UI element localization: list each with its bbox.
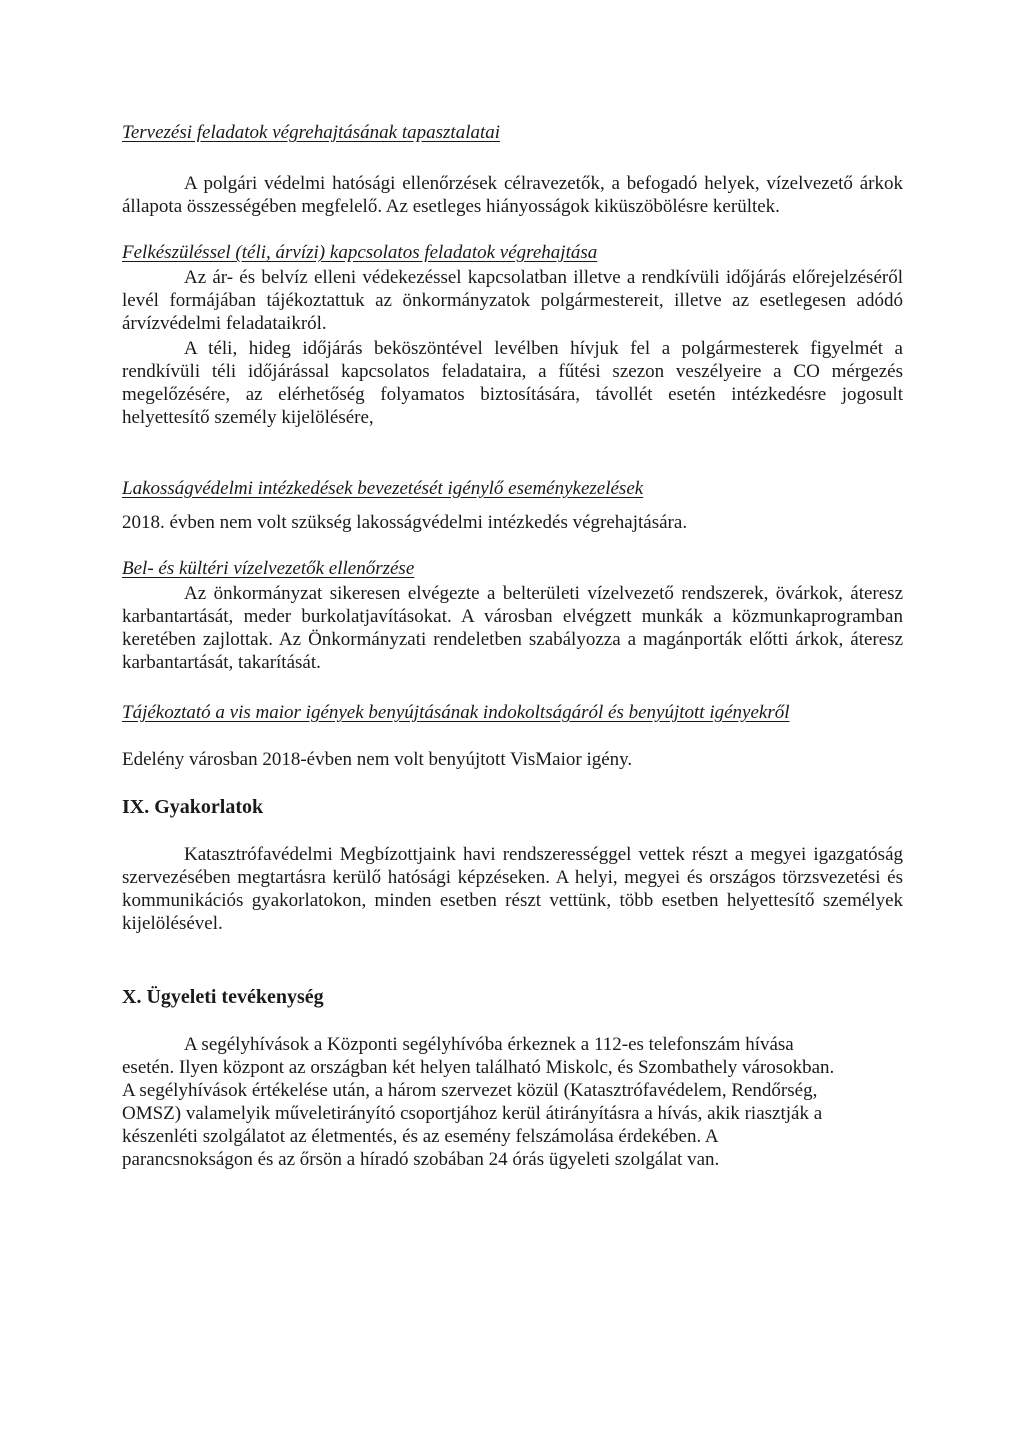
ugyeleti-line-2: esetén. Ilyen központ az országban két helyen található Miskolc, és Szombathely városokban.	[122, 1057, 835, 1078]
paragraph-lakossagvedelmi: 2018. évben nem volt szükség lakosságvédelmi intézkedés végrehajtására.	[122, 512, 688, 533]
paragraph-gyakorlatok: Katasztrófavédelmi Megbízottjaink havi rendszerességgel vettek részt a megyei igazgatóság szervezésében megtartásra kerülő hatósági képzéseken. A helyi, megyei és országos törzsvezetési és kommunikációs gyakorlatokon, minden esetben részt vettünk, több esetben helyettesítő személyek kijelölésével.	[122, 844, 903, 934]
section-heading-vis-maior: Tájékoztató a vis maior igények benyújtásának indokoltságáról és benyújtott igényekről	[122, 702, 790, 723]
ugyeleti-line-3: A segélyhívások értékelése után, a három szervezet közül (Katasztrófavédelem, Rendőrség,	[122, 1080, 818, 1101]
ugyeleti-line-5: készenléti szolgálatot az életmentés, és az esemény felszámolása érdekében. A	[122, 1126, 719, 1147]
paragraph-felkeszules-1: Az ár- és belvíz elleni védekezéssel kapcsolatban illetve a rendkívüli időjárás előrejelzéséről levél formájában tájékoztattuk az önkormányzatok polgármestereit, illetve az esetlegesen adódó árvízvédelmi feladataikról.	[122, 267, 903, 334]
chapter-title-ugyeleti: X. Ügyeleti tevékenység	[122, 986, 324, 1008]
section-heading-vizelvezetok: Bel- és kültéri vízelvezetők ellenőrzése	[122, 558, 415, 579]
chapter-title-gyakorlatok: IX. Gyakorlatok	[122, 796, 264, 818]
section-heading-tervezesi: Tervezési feladatok végrehajtásának tapasztalatai	[122, 122, 501, 143]
paragraph-vis-maior: Edelény városban 2018-évben nem volt benyújtott VisMaior igény.	[122, 749, 633, 770]
paragraph-tervezesi: A polgári védelmi hatósági ellenőrzések célravezetők, a befogadó helyek, vízelvezető árkok állapota összességében megfelelő. Az esetleges hiányosságok kiküszöbölésre kerültek.	[122, 173, 903, 217]
paragraph-felkeszules-2: A téli, hideg időjárás beköszöntével levélben hívjuk fel a polgármesterek figyelmét a rendkívüli téli időjárással kapcsolatos feladataira, a fűtési szezon veszélyeire a CO mérgezés megelőzésére, az elérhetőség folyamatos biztosítására, távollét esetén intézkedésre jogosult helyettesítő személy kijelölésére,	[122, 338, 903, 428]
section-heading-lakossagvedelmi: Lakosságvédelmi intézkedések bevezetését igénylő eseménykezelések	[122, 478, 644, 499]
paragraph-vizelvezetok: Az önkormányzat sikeresen elvégezte a belterületi vízelvezető rendszerek, övárkok, áteresz karbantartását, meder burkolatjavításokat. A városban elvégzett munkák a közmunkaprogramban keretében zajlottak. Az Önkormányzati rendeletben szabályozza a magánporták előtti árkok, áteresz karbantartását, takarítását.	[122, 583, 903, 673]
ugyeleti-line-4: OMSZ) valamelyik műveletirányító csoportjához kerül átirányításra a hívás, akik riasztják a	[122, 1103, 823, 1124]
ugyeleti-line-1: A segélyhívások a Központi segélyhívóba érkeznek a 112-es telefonszám hívása	[184, 1034, 794, 1055]
section-heading-felkeszules: Felkészüléssel (téli, árvízi) kapcsolatos feladatok végrehajtása	[122, 242, 598, 263]
paragraph-ugyeleti	[122, 1033, 903, 1171]
ugyeleti-line-6: parancsnokságon és az őrsön a híradó szobában 24 órás ügyeleti szolgálat van.	[122, 1149, 720, 1170]
